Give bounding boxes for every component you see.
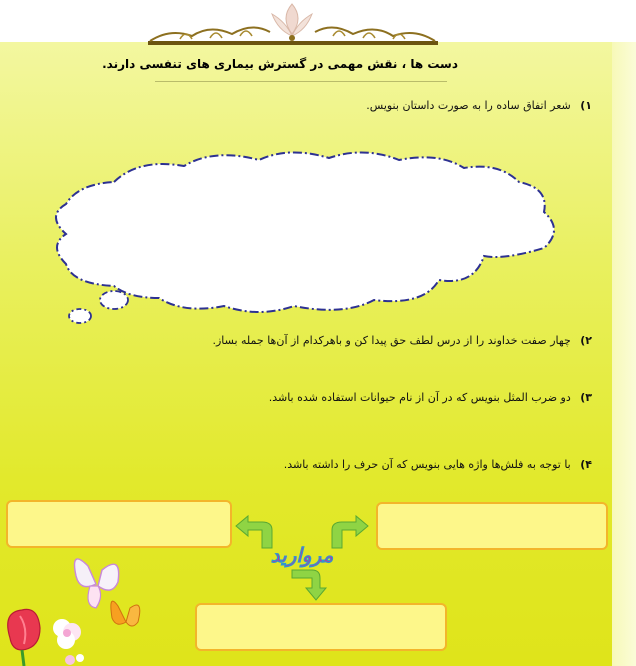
answer-box-right[interactable] [376, 502, 608, 550]
question-2-number: ۲) [580, 334, 592, 347]
ornament-header [140, 0, 445, 48]
question-3 [269, 391, 592, 404]
question-1-text: شعر اتفاق ساده را به صورت داستان بنویس. [366, 99, 571, 112]
answer-box-left[interactable] [6, 500, 232, 548]
cloud-outline [56, 152, 554, 312]
page-headline: دست ها ، نقش مهمی در گسترش بیماری های تنفسی دارند. [102, 57, 458, 71]
question-2 [212, 334, 592, 347]
answer-box-bottom[interactable] [195, 603, 447, 651]
cloud-answer-area[interactable] [44, 148, 564, 328]
question-4-number: ۴) [580, 458, 592, 471]
butterfly-icon [75, 559, 119, 608]
question-4-text: با توجه به فلش‌ها واژه هایی بنویس که آن حرف را داشته باشد. [283, 458, 571, 471]
flower-pink-icon [53, 619, 81, 649]
arrow-right-icon [332, 516, 368, 548]
question-3-number: ۳) [580, 391, 592, 404]
question-3-text: دو ضرب المثل بنویس که در آن از نام حیوانات استفاده شده باشد. [268, 391, 571, 404]
tulip-icon [8, 609, 40, 666]
question-4 [284, 458, 592, 471]
question-1 [366, 99, 592, 112]
headline-divider [155, 81, 447, 82]
question-1-number: ۱) [580, 99, 592, 112]
page-edge [612, 42, 636, 666]
flowers-decoration [0, 548, 190, 666]
butterfly-orange-icon [111, 601, 140, 626]
center-word-diagram [222, 508, 382, 608]
question-2-text: چهار صفت خداوند را از درس لطف حق پیدا کن و باهرکدام از آن‌ها جمله بساز. [212, 334, 571, 347]
arrow-down-icon [292, 570, 326, 600]
center-word: مروارید [270, 543, 334, 567]
arrow-left-icon [236, 516, 272, 548]
flower-small-icon [65, 654, 84, 665]
